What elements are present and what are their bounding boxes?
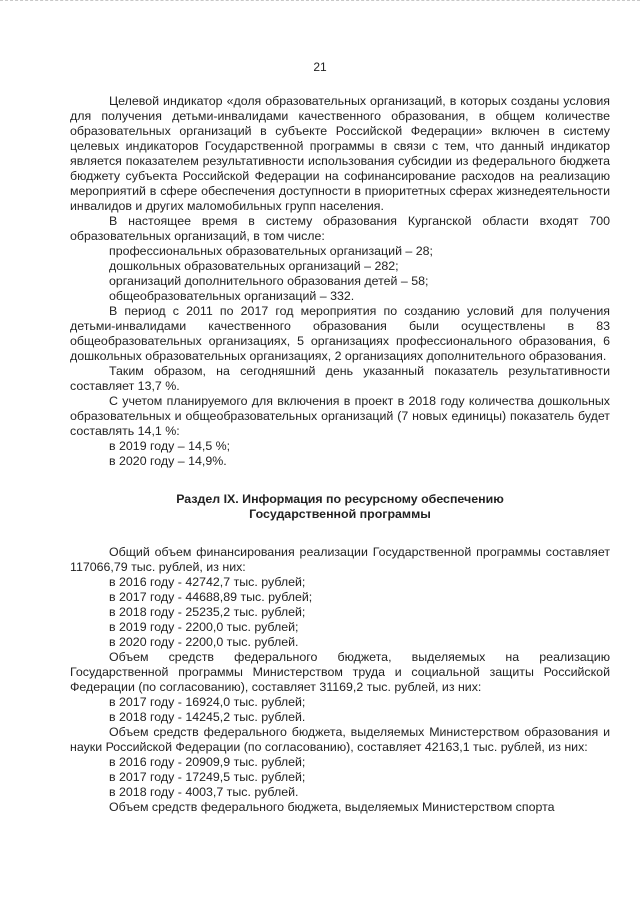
paragraph: Таким образом, на сегодняшний день указанный показатель результативности составляет 13,7 %. [70,364,610,393]
paragraph: В настоящее время в систему образования Курганской области входят 700 образовательных организаций, в том числе: [70,214,610,243]
list-item: в 2019 году - 2200,0 тыс. рублей; [109,620,299,634]
paragraph: Объем средств федерального бюджета, выделяемых Министерством образования и науки Российской Федерации (по согласованию), составляет 42163,1 тыс. рублей, из них: [70,725,610,754]
paragraph: Общий объем финансирования реализации Государственной программы составляет 117066,79 тыс. рублей, из них: [70,545,610,574]
list-item: в 2018 году - 4003,7 тыс. рублей. [109,785,299,799]
paragraph: С учетом планируемого для включения в проект в 2018 году количества дошкольных образовательных и общеобразовательных организаций (7 новых единицы) показатель будет составлять 14,1 %: [70,394,610,438]
text-block-indicator [70,94,610,469]
document-page [70,94,610,815]
paragraph: В период с 2011 по 2017 год мероприятия по созданию условий для получения детьми-инвалидами качественного образования были осуществлены в 83 общеобразовательных организациях, 5 организациях профессионального образования, 6 дошкольных образовательных организациях, 2 организациях дополнительного образования. [70,304,610,363]
paragraph: Целевой индикатор «доля образовательных организаций, в которых созданы условия для получения детьми-инвалидами качественного образования, в общем количестве образовательных организаций в субъекте Российской Федерации» включен в систему целевых индикаторов Государственной программы в связи с тем, что данный индикатор является показателем результативности использования субсидии из федерального бюджета бюджету субъекта Российской Федерации на софинансирование расходов на реализацию мероприятий в сфере обеспечения доступности в приоритетных сферах жизнедеятельности инвалидов и других маломобильных групп населения. [70,94,610,213]
list-item: в 2016 году - 20909,9 тыс. рублей; [109,755,306,769]
list-item: в 2017 году - 16924,0 тыс. рублей; [109,695,306,709]
list-item: в 2018 году - 14245,2 тыс. рублей. [109,710,306,724]
list-item: в 2017 году - 44688,89 тыс. рублей; [109,590,313,604]
list-item: в 2016 году - 42742,7 тыс. рублей; [109,575,306,589]
text-block-funding [70,545,610,815]
scan-edge [0,0,640,7]
list-item: в 2020 году – 14,9%. [109,454,227,468]
section-heading-line2: Государственной программы [249,507,431,521]
paragraph: Объем средств федерального бюджета, выделяемых на реализацию Государственной программы Министерством труда и социальной защиты Российской Федерации (по согласованию), составляет 31169,2 тыс. рублей, из них: [70,650,610,694]
section-heading-line1: Раздел IX. Информация по ресурсному обеспечению [176,492,504,506]
list-item: в 2019 году – 14,5 %; [109,439,231,453]
list-item: общеобразовательных организаций – 332. [109,289,355,303]
section-heading [70,492,610,522]
list-item: в 2018 году - 25235,2 тыс. рублей; [109,605,306,619]
list-item: дошкольных образовательных организаций – 282; [109,259,399,273]
page-number: 21 [313,60,327,74]
list-item: в 2020 году - 2200,0 тыс. рублей. [109,635,299,649]
list-item: организаций дополнительного образования детей – 58; [109,274,429,288]
list-item: в 2017 году - 17249,5 тыс. рублей; [109,770,306,784]
paragraph: Объем средств федерального бюджета, выделяемых Министерством спорта [109,800,555,814]
list-item: профессиональных образовательных организаций – 28; [109,244,433,258]
